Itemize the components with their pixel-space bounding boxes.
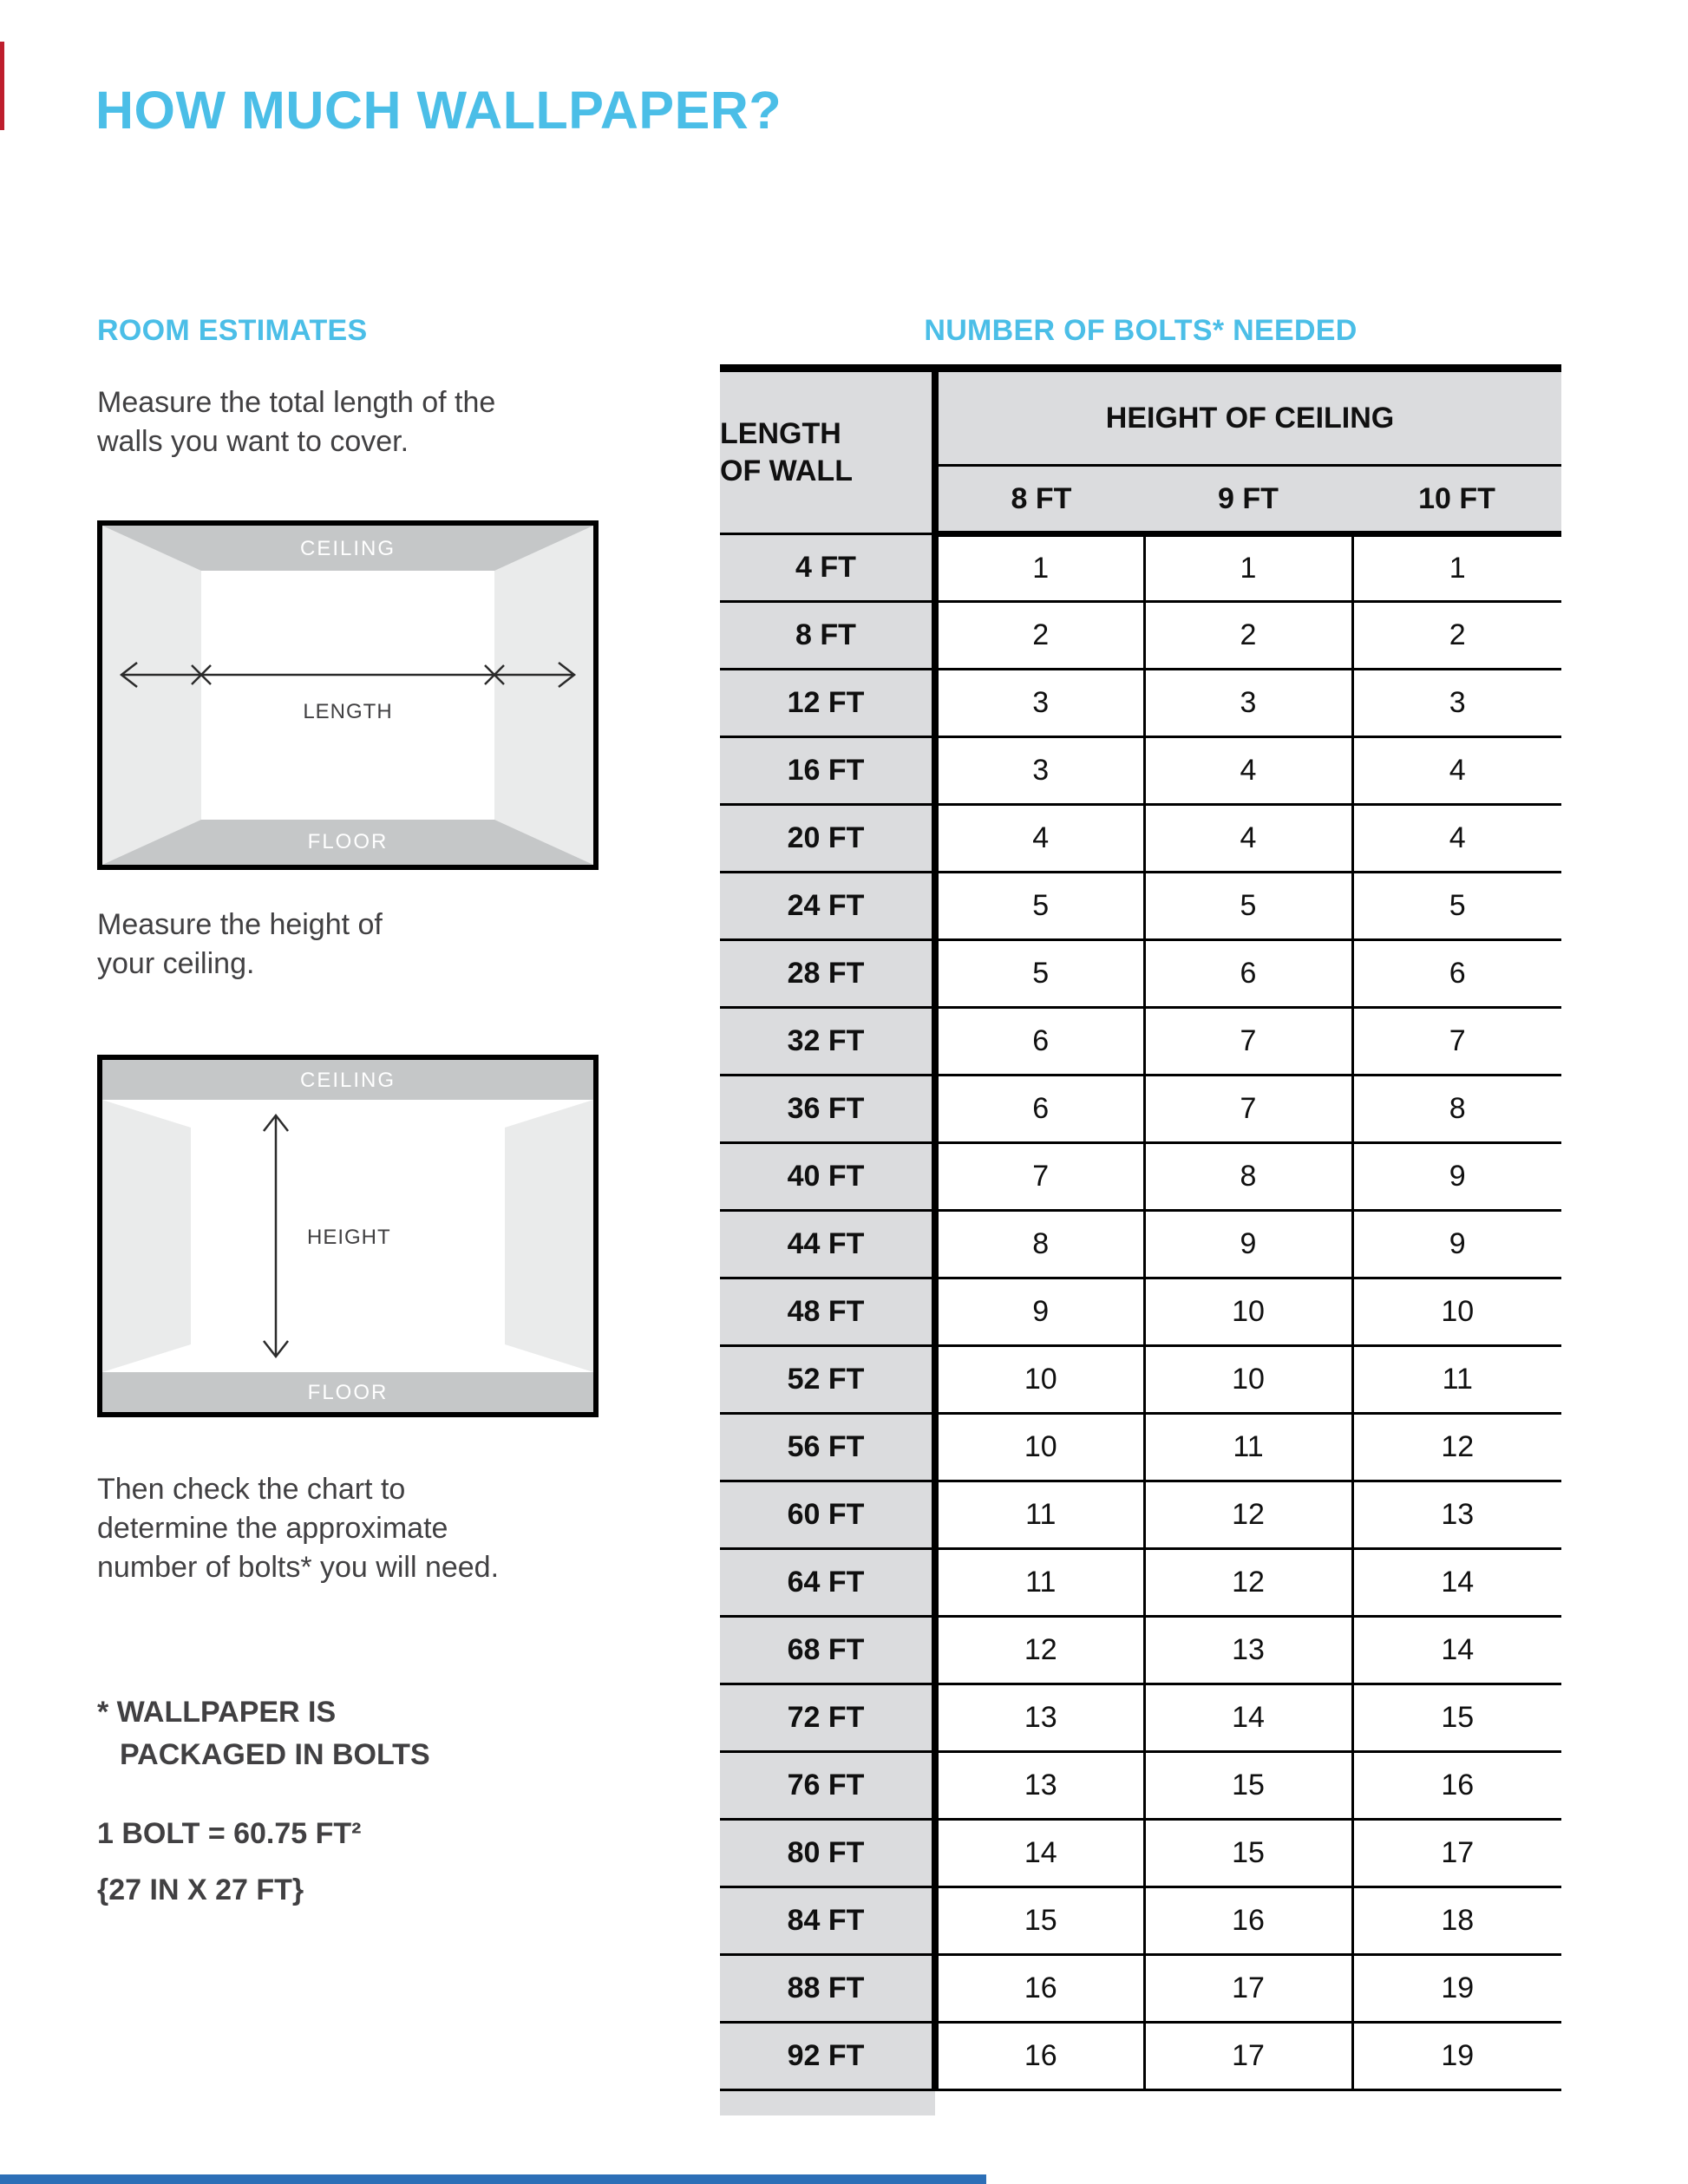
ceiling-height-col-9ft: 9 FT — [1144, 466, 1352, 534]
bolts-table-header — [720, 369, 1561, 534]
bolts-table-row — [720, 602, 1561, 670]
ceiling-label: CEILING — [299, 1069, 396, 1092]
bolts-table-row — [720, 1887, 1561, 1955]
bolts-table-row — [720, 1820, 1561, 1887]
bolt-count-cell: 5 — [935, 873, 1144, 940]
bolt-count-cell: 19 — [1352, 2023, 1561, 2090]
bolt-count-cell: 5 — [935, 940, 1144, 1008]
bolts-table-wrap — [720, 364, 1561, 2115]
bolt-count-cell: 12 — [1144, 1549, 1352, 1617]
bolt-count-cell: 16 — [1352, 1752, 1561, 1820]
bolt-count-cell: 11 — [935, 1481, 1144, 1549]
bolt-count-cell: 4 — [1352, 805, 1561, 873]
ceiling-label: CEILING — [299, 537, 396, 560]
room-length-diagram — [97, 520, 599, 870]
bolts-table-row — [720, 670, 1561, 737]
bottom-blue-bar — [0, 2174, 986, 2184]
wall-length-cell: 72 FT — [720, 1684, 935, 1752]
bolt-count-cell: 13 — [1352, 1481, 1561, 1549]
bolt-count-cell: 11 — [1352, 1346, 1561, 1414]
bolt-count-cell: 3 — [935, 737, 1144, 805]
room-estimates-heading: ROOM ESTIMATES — [97, 314, 368, 347]
bolt-count-cell: 17 — [1144, 1955, 1352, 2023]
page-edge-red-mark — [0, 42, 4, 130]
wall-length-cell: 76 FT — [720, 1752, 935, 1820]
bolt-count-cell: 15 — [1144, 1752, 1352, 1820]
bolt-count-cell: 6 — [935, 1076, 1144, 1143]
bolt-count-cell: 5 — [1144, 873, 1352, 940]
bolt-count-cell: 14 — [1352, 1617, 1561, 1684]
wall-length-cell: 8 FT — [720, 602, 935, 670]
wall-length-cell: 40 FT — [720, 1143, 935, 1211]
bolts-table-row — [720, 940, 1561, 1008]
bolt-count-cell: 12 — [1144, 1481, 1352, 1549]
ceiling-height-col-10ft: 10 FT — [1352, 466, 1561, 534]
ceiling-height-diagram — [97, 1055, 599, 1417]
wall-length-cell: 4 FT — [720, 534, 935, 602]
bolt-count-cell: 3 — [935, 670, 1144, 737]
room-length-diagram-svg — [102, 526, 593, 865]
wall-length-cell: 56 FT — [720, 1414, 935, 1481]
instruction-measure-height: Measure the height of your ceiling. — [97, 908, 383, 981]
bolt-count-cell: 8 — [935, 1211, 1144, 1278]
bolt-count-cell: 7 — [1144, 1008, 1352, 1076]
bolts-table-row — [720, 1684, 1561, 1752]
bolts-footnote-line2: PACKAGED IN BOLTS — [120, 1738, 430, 1772]
bolt-count-cell: 19 — [1352, 1955, 1561, 2023]
bolts-table-row — [720, 1955, 1561, 2023]
wall-length-cell: 36 FT — [720, 1076, 935, 1143]
bolt-count-cell: 15 — [1144, 1820, 1352, 1887]
bolt-count-cell: 2 — [935, 602, 1144, 670]
bolt-count-cell: 11 — [1144, 1414, 1352, 1481]
left-wall-shape — [102, 1100, 191, 1372]
wall-length-cell: 60 FT — [720, 1481, 935, 1549]
bolt-count-cell: 16 — [935, 1955, 1144, 2023]
wall-length-cell: 24 FT — [720, 873, 935, 940]
bolts-table-row — [720, 1549, 1561, 1617]
bolt-count-cell: 10 — [935, 1414, 1144, 1481]
bolt-count-cell: 9 — [935, 1278, 1144, 1346]
bolt-size-info: 1 BOLT = 60.75 FT² — [97, 1817, 362, 1850]
bolt-count-cell: 13 — [1144, 1617, 1352, 1684]
bolts-table-row — [720, 873, 1561, 940]
length-of-wall-header — [720, 369, 935, 534]
wall-length-cell: 64 FT — [720, 1549, 935, 1617]
bolt-count-cell: 3 — [1352, 670, 1561, 737]
bolts-table-row — [720, 1346, 1561, 1414]
bolt-count-cell: 6 — [1144, 940, 1352, 1008]
wall-length-cell: 88 FT — [720, 1955, 935, 2023]
bolts-table-row — [720, 534, 1561, 602]
floor-label: FLOOR — [307, 830, 389, 853]
bolts-table-row — [720, 1008, 1561, 1076]
bolt-count-cell: 14 — [1352, 1549, 1561, 1617]
wall-length-cell: 48 FT — [720, 1278, 935, 1346]
bolt-count-cell: 2 — [1352, 602, 1561, 670]
bolt-count-cell: 7 — [935, 1143, 1144, 1211]
instruction-check-chart: Then check the chart to determine the approximate number of bolts* you will need. — [97, 1473, 500, 1585]
ceiling-height-col-8ft: 8 FT — [935, 466, 1144, 534]
height-measure-label: HEIGHT — [307, 1226, 391, 1249]
wall-length-cell: 52 FT — [720, 1346, 935, 1414]
bolt-count-cell: 1 — [1352, 534, 1561, 602]
bolts-table-row — [720, 737, 1561, 805]
bolts-table-row — [720, 1752, 1561, 1820]
bolts-table-row — [720, 1481, 1561, 1549]
bolt-count-cell: 3 — [1144, 670, 1352, 737]
back-wall-shape — [201, 571, 494, 820]
bolt-count-cell: 10 — [1144, 1346, 1352, 1414]
bolts-table-row — [720, 2023, 1561, 2090]
bolt-count-cell: 9 — [1144, 1211, 1352, 1278]
bolts-table-row — [720, 1617, 1561, 1684]
bolt-count-cell: 9 — [1352, 1211, 1561, 1278]
bolt-count-cell: 1 — [935, 534, 1144, 602]
wall-length-cell: 20 FT — [720, 805, 935, 873]
wall-length-cell: 84 FT — [720, 1887, 935, 1955]
bolt-count-cell: 17 — [1144, 2023, 1352, 2090]
wall-length-cell: 68 FT — [720, 1617, 935, 1684]
bolt-count-cell: 1 — [1144, 534, 1352, 602]
bolt-dimensions-info: {27 IN X 27 FT} — [97, 1873, 304, 1906]
bolt-count-cell: 12 — [1352, 1414, 1561, 1481]
right-wall-shape — [505, 1100, 593, 1372]
bolts-table — [720, 364, 1561, 2091]
bolts-footnote-line1: * WALLPAPER IS — [97, 1696, 337, 1729]
bolt-count-cell: 8 — [1352, 1076, 1561, 1143]
bolt-count-cell: 2 — [1144, 602, 1352, 670]
wall-length-cell: 44 FT — [720, 1211, 935, 1278]
bolt-count-cell: 4 — [1352, 737, 1561, 805]
bolt-count-cell: 4 — [1144, 805, 1352, 873]
length-measure-label: LENGTH — [303, 700, 393, 723]
bolts-footnote — [97, 1691, 430, 1777]
bolt-count-cell: 12 — [935, 1617, 1144, 1684]
bolt-count-cell: 6 — [935, 1008, 1144, 1076]
wall-length-cell: 28 FT — [720, 940, 935, 1008]
bolt-count-cell: 9 — [1352, 1143, 1561, 1211]
bolt-count-cell: 5 — [1352, 873, 1561, 940]
table-gray-column-extension — [720, 2091, 935, 2115]
bolt-count-cell: 13 — [935, 1684, 1144, 1752]
bolts-table-body — [720, 534, 1561, 2090]
wall-length-cell: 16 FT — [720, 737, 935, 805]
bolt-count-cell: 10 — [1352, 1278, 1561, 1346]
instruction-measure-length: Measure the total length of the walls you want to cover. — [97, 386, 496, 459]
bolt-count-cell: 8 — [1144, 1143, 1352, 1211]
bolt-count-cell: 4 — [935, 805, 1144, 873]
bolt-count-cell: 6 — [1352, 940, 1561, 1008]
bolt-count-cell: 13 — [935, 1752, 1144, 1820]
bolts-table-row — [720, 1278, 1561, 1346]
bolt-count-cell: 16 — [935, 2023, 1144, 2090]
bolt-count-cell: 15 — [1352, 1684, 1561, 1752]
height-of-ceiling-header: HEIGHT OF CEILING — [935, 369, 1561, 466]
floor-label: FLOOR — [307, 1381, 389, 1404]
wall-length-cell: 32 FT — [720, 1008, 935, 1076]
bolt-count-cell: 15 — [935, 1887, 1144, 1955]
bolts-table-heading: NUMBER OF BOLTS* NEEDED — [924, 314, 1358, 347]
bolt-count-cell: 18 — [1352, 1887, 1561, 1955]
bolt-count-cell: 4 — [1144, 737, 1352, 805]
ceiling-height-diagram-svg — [102, 1060, 593, 1412]
bolt-count-cell: 17 — [1352, 1820, 1561, 1887]
bolt-count-cell: 10 — [935, 1346, 1144, 1414]
bolts-table-row — [720, 805, 1561, 873]
page-title: HOW MUCH WALLPAPER? — [95, 81, 782, 140]
bolts-table-row — [720, 1143, 1561, 1211]
bolt-count-cell: 16 — [1144, 1887, 1352, 1955]
bolts-table-row — [720, 1076, 1561, 1143]
bolt-count-cell: 14 — [935, 1820, 1144, 1887]
wall-length-cell: 12 FT — [720, 670, 935, 737]
bolts-table-row — [720, 1211, 1561, 1278]
length-of-wall-header-text: LENGTH OF WALL — [720, 417, 853, 487]
bolt-count-cell: 14 — [1144, 1684, 1352, 1752]
bolt-count-cell: 7 — [1144, 1076, 1352, 1143]
bolts-table-row — [720, 1414, 1561, 1481]
wall-length-cell: 92 FT — [720, 2023, 935, 2090]
bolt-count-cell: 10 — [1144, 1278, 1352, 1346]
bolt-count-cell: 7 — [1352, 1008, 1561, 1076]
bolt-count-cell: 11 — [935, 1549, 1144, 1617]
wall-length-cell: 80 FT — [720, 1820, 935, 1887]
